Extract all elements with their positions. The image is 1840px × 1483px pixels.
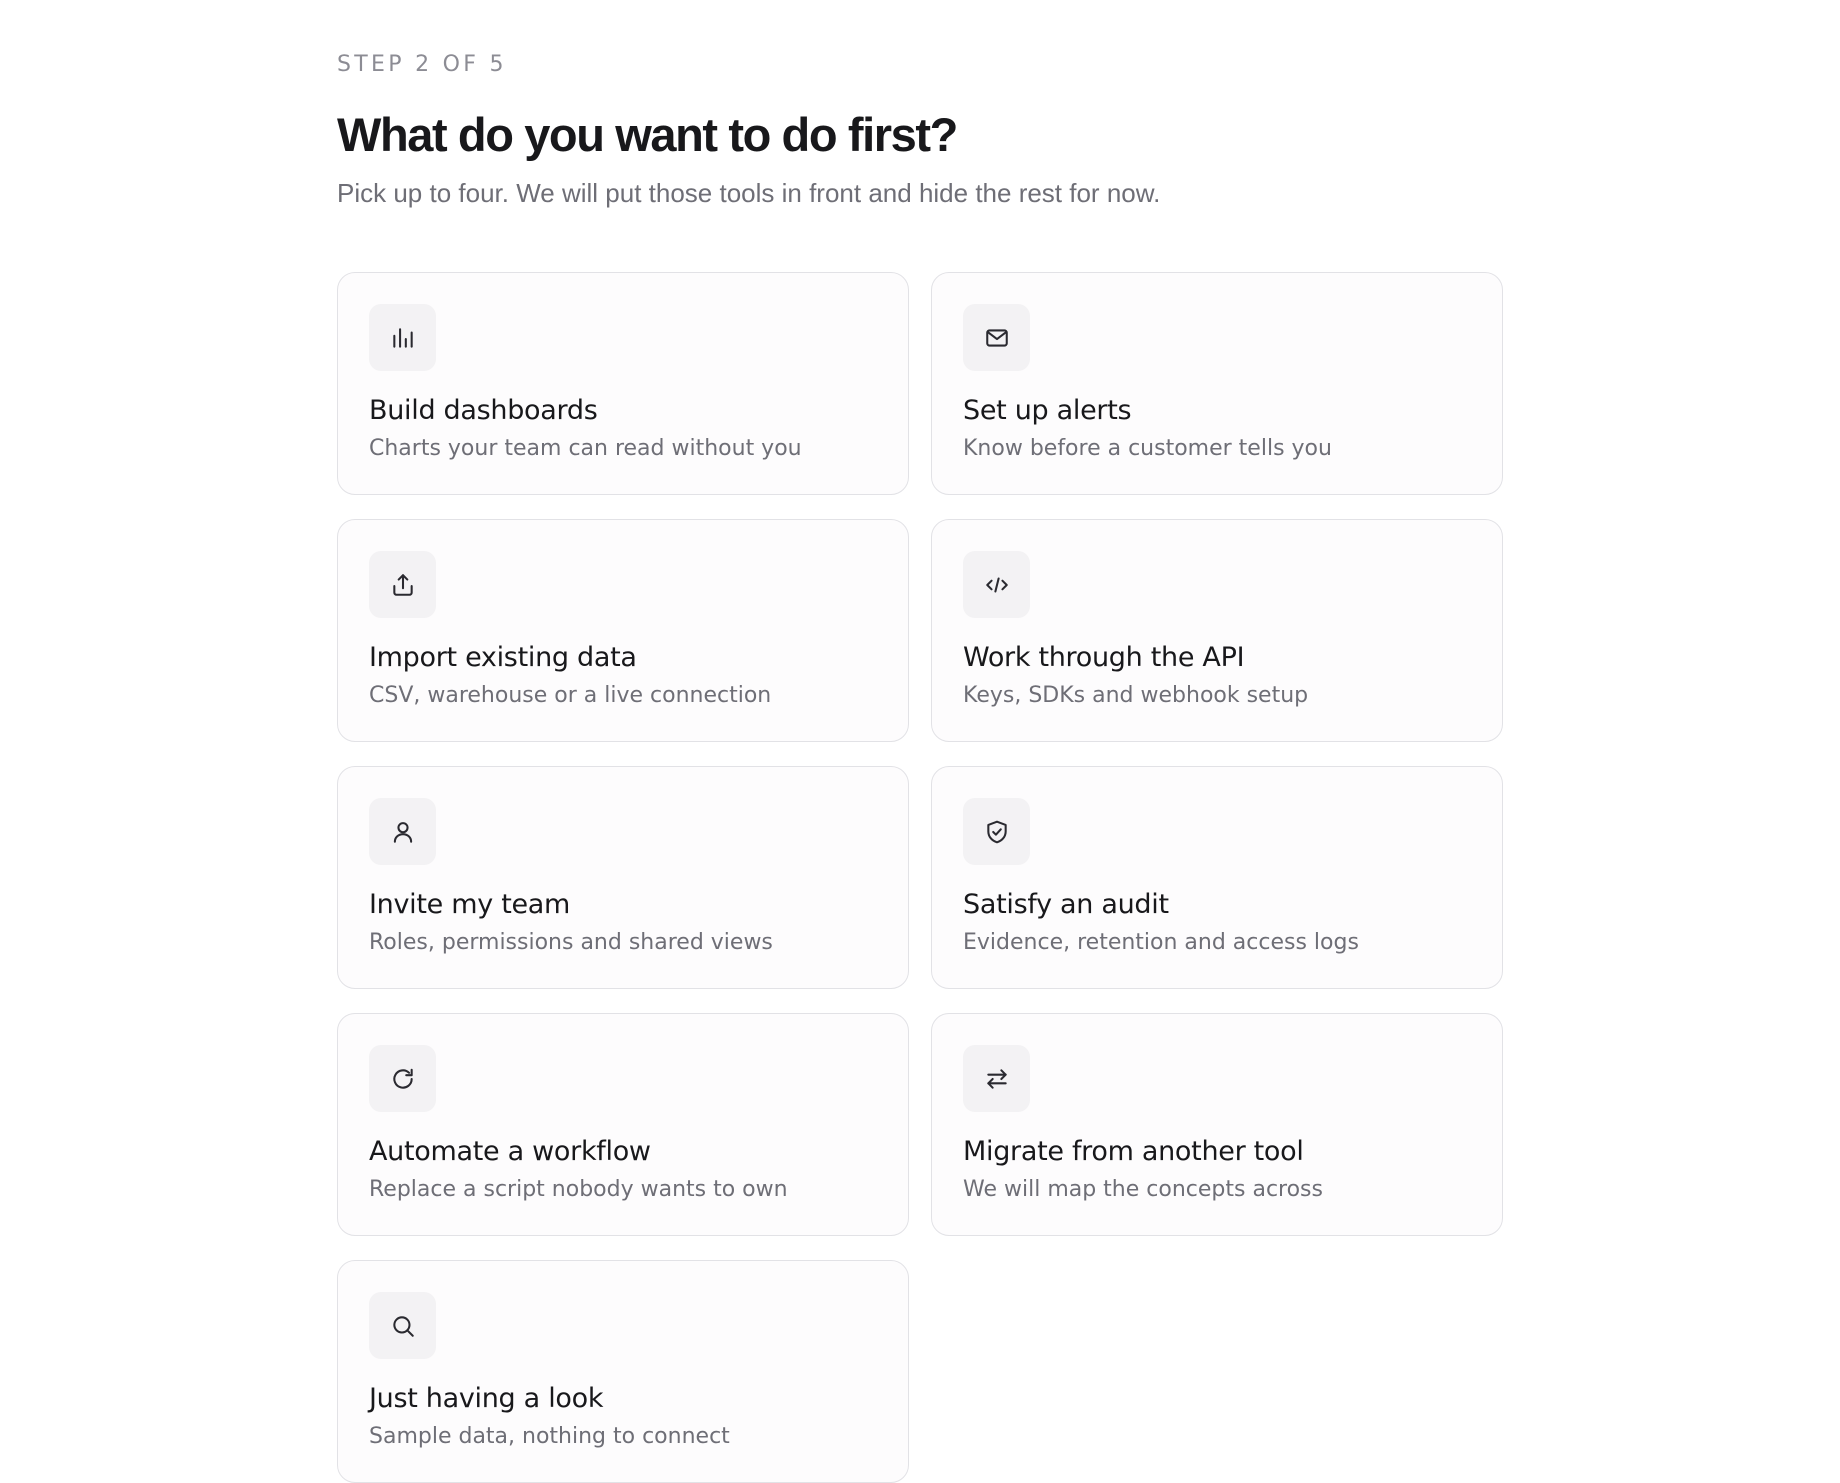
user-icon <box>369 798 436 865</box>
option-description: We will map the concepts across <box>963 1177 1323 1202</box>
option-card-satisfy-an-audit[interactable] <box>931 766 1503 989</box>
option-description: Evidence, retention and access logs <box>963 930 1359 955</box>
code-icon <box>963 551 1030 618</box>
option-description: Charts your team can read without you <box>369 436 802 461</box>
option-title: Work through the API <box>963 642 1245 673</box>
search-icon <box>369 1292 436 1359</box>
option-description: Replace a script nobody wants to own <box>369 1177 788 1202</box>
option-card-work-through-api[interactable] <box>931 519 1503 742</box>
options-grid <box>337 272 1503 1483</box>
option-title: Migrate from another tool <box>963 1136 1304 1167</box>
refresh-icon <box>369 1045 436 1112</box>
mail-icon <box>963 304 1030 371</box>
upload-icon <box>369 551 436 618</box>
option-title: Automate a workflow <box>369 1136 651 1167</box>
option-description: CSV, warehouse or a live connection <box>369 683 772 708</box>
option-card-set-up-alerts[interactable] <box>931 272 1503 495</box>
swap-arrows-icon <box>963 1045 1030 1112</box>
option-description: Sample data, nothing to connect <box>369 1424 730 1449</box>
option-title: Build dashboards <box>369 395 598 426</box>
option-description: Know before a customer tells you <box>963 436 1332 461</box>
bar-chart-icon <box>369 304 436 371</box>
step-indicator: STEP 2 OF 5 <box>337 52 507 77</box>
option-card-migrate-from-another-tool[interactable] <box>931 1013 1503 1236</box>
option-description: Roles, permissions and shared views <box>369 930 773 955</box>
option-card-build-dashboards[interactable] <box>337 272 909 495</box>
option-title: Satisfy an audit <box>963 889 1169 920</box>
page-subtitle: Pick up to four. We will put those tools in front and hide the rest for now. <box>337 178 1161 208</box>
option-description: Keys, SDKs and webhook setup <box>963 683 1309 708</box>
option-title: Just having a look <box>369 1383 604 1414</box>
option-title: Import existing data <box>369 642 637 673</box>
page-title: What do you want to do first? <box>337 108 957 161</box>
option-title: Invite my team <box>369 889 571 920</box>
option-card-just-having-a-look[interactable] <box>337 1260 909 1483</box>
option-card-automate-a-workflow[interactable] <box>337 1013 909 1236</box>
option-card-invite-my-team[interactable] <box>337 766 909 989</box>
option-title: Set up alerts <box>963 395 1132 426</box>
option-card-import-existing-data[interactable] <box>337 519 909 742</box>
shield-check-icon <box>963 798 1030 865</box>
